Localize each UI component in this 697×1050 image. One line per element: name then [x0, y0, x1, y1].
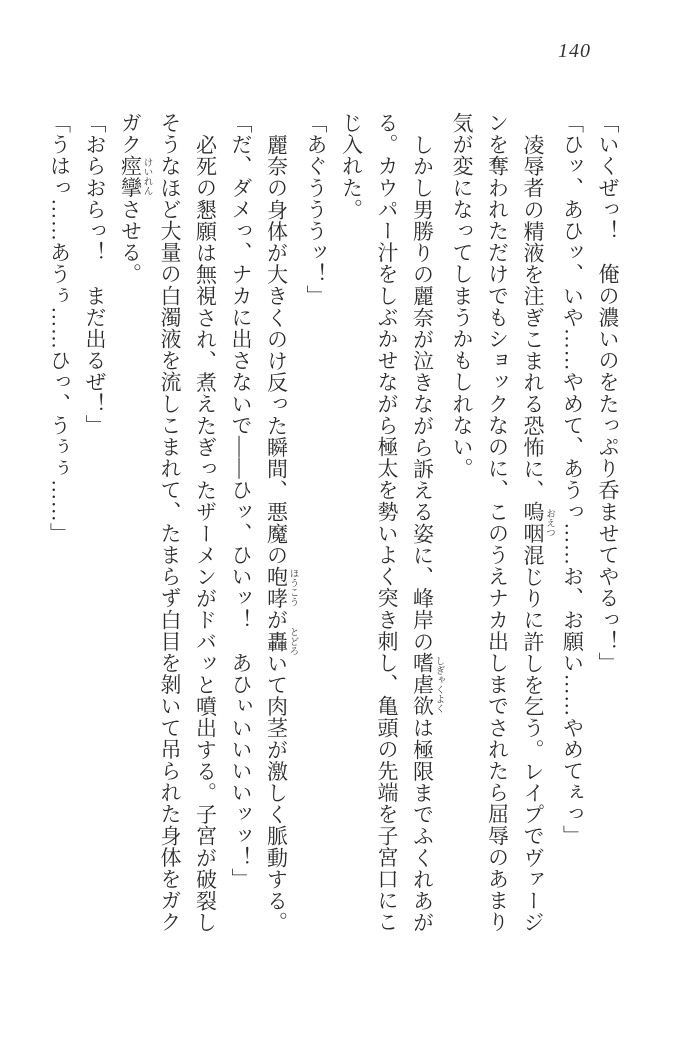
- furigana-ruby: 嗜虐欲 しぎゃくよく: [410, 652, 444, 718]
- text-line: 「あぐうううッ！」: [304, 112, 328, 307]
- page-number: 140: [558, 40, 591, 62]
- text-line: 「ひッ、あひッ、いや……やめて、あうっ……お、お願い……やめてぇっ」: [560, 112, 585, 847]
- text-line: 「うはっ……あうぅ……ひっ、うぅぅ……」: [47, 112, 72, 544]
- furigana-ruby: 嗚咽 おえつ: [521, 501, 554, 545]
- text-line: 麗奈の身体が大きくのけ反った瞬間、悪魔の咆哮 ほうこうが轟 とどろいて肉茎が激しく脈動する。: [264, 134, 298, 934]
- text-line: じ入れた。: [339, 112, 364, 220]
- text-line: そうなほど大量の白濁液を流しこまれて、たまらず白目を剝いて吊られた身体をガク: [158, 112, 182, 933]
- furigana-ruby: 轟 とどろ: [264, 627, 298, 656]
- text-line: 「だ、ダメっ、ナカに出さないで――ひッ、ひいッ！ あひぃいいいいッッ！」: [229, 112, 253, 890]
- text-line: 気が変になってしまうかもしれない。: [450, 112, 474, 480]
- text-line: る。カウパー汁をしぶかせながら極太を勢いよく突き刺し、亀頭の先端を子宮口にこ: [375, 112, 399, 933]
- text-line: しかし男勝りの麗奈が泣きながら訴える姿に、峰岸の嗜虐欲 しぎゃくよくは極限までふくれあが: [410, 134, 444, 934]
- furigana-ruby: 咆哮 ほうこう: [264, 566, 298, 610]
- text-block: [41, 112, 625, 936]
- text-line: 「おらおらっ！ まだ出るぜ！」: [83, 112, 107, 436]
- text-line: 凌辱者の精液を注ぎこまれる恐怖に、嗚咽 おえつ混じりに許しを乞う。レイプでヴァージ: [521, 134, 554, 934]
- text-line: ンを奪われただけでもショックなのに、このうえナカ出しまでされたら屈辱のあまり: [485, 112, 510, 933]
- text-line: 「いくぜっ！ 俺の濃いのをたっぷり呑ませてやるっ！」: [596, 112, 620, 674]
- text-line: 必死の懇願は無視され、煮えたぎったザーメンがドバッと噴出する。子宮が破裂し: [193, 134, 218, 934]
- text-line: ガク痙攣 けいれんさせる。: [118, 112, 152, 285]
- furigana-ruby: 痙攣 けいれん: [118, 155, 152, 199]
